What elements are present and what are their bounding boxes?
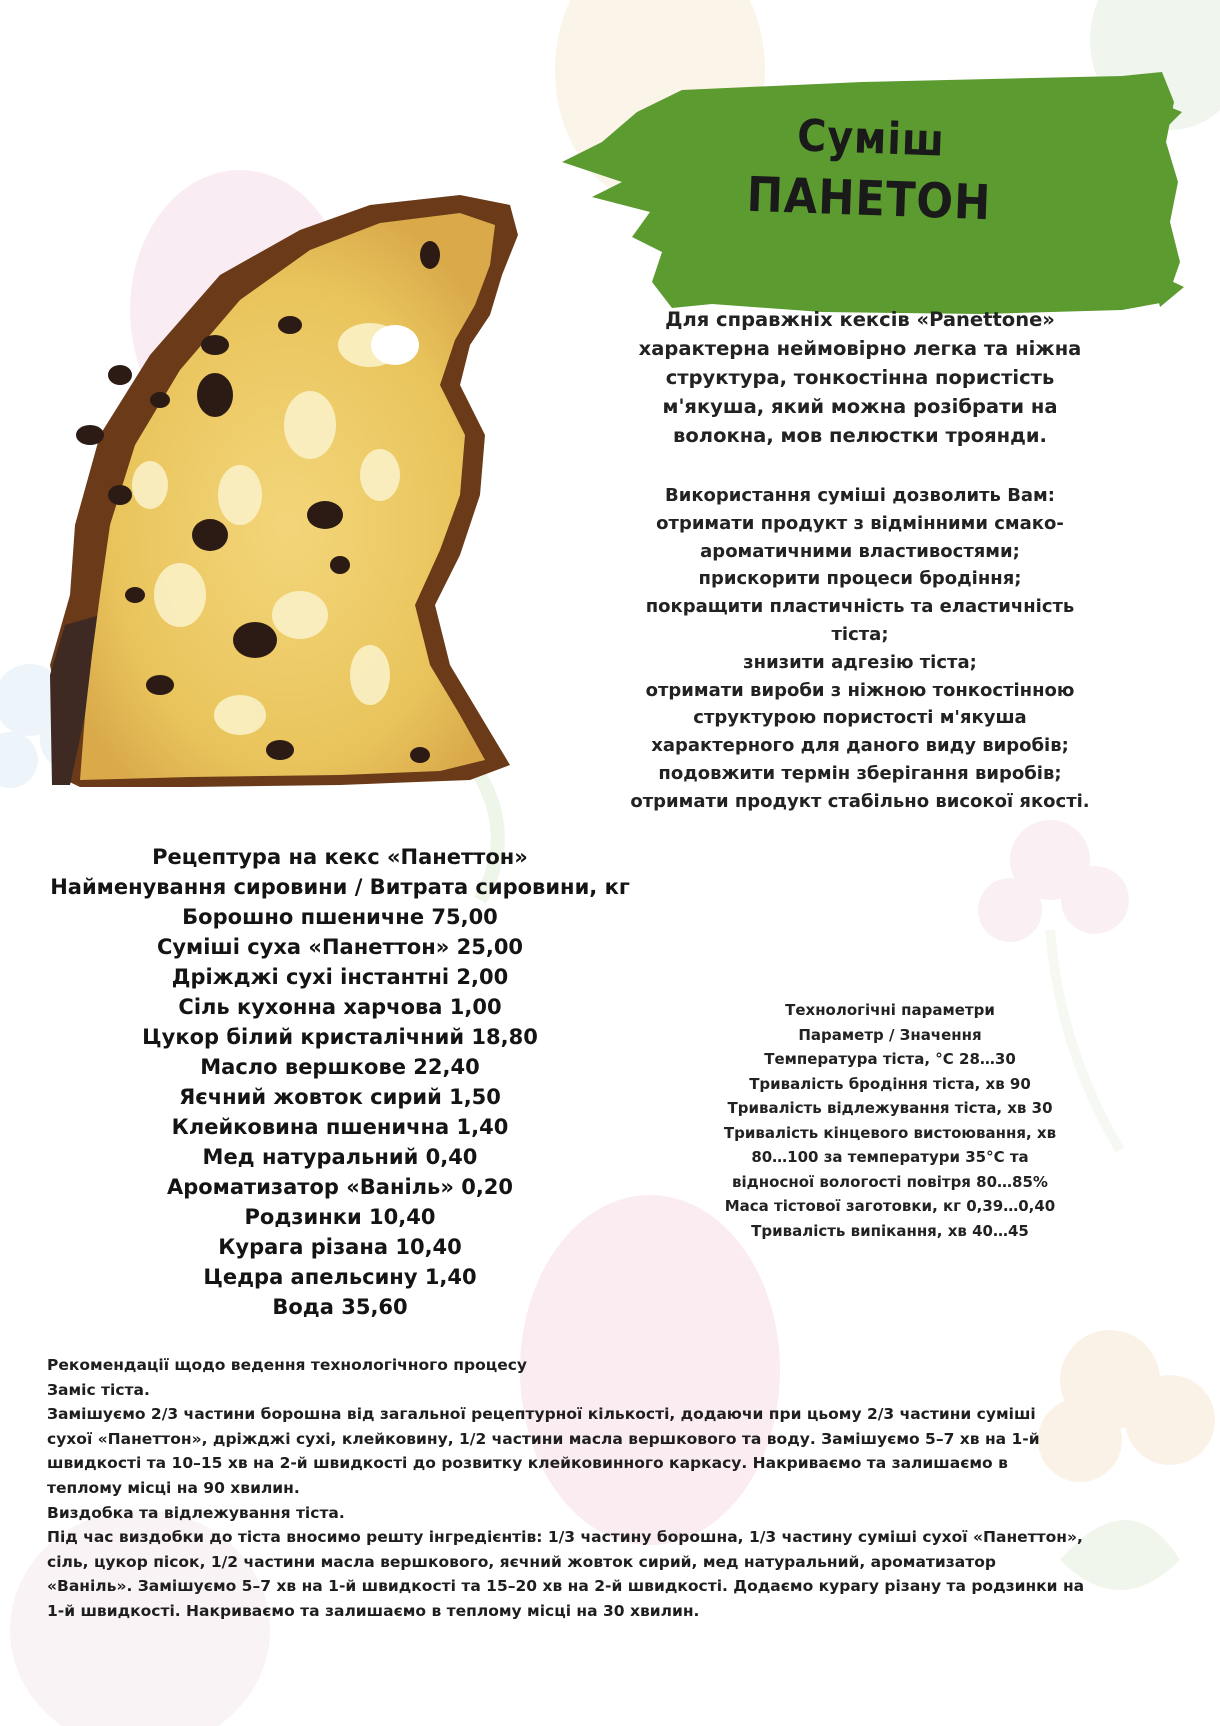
- params-line: Маса тістової заготовки, кг 0,39…0,40: [724, 1197, 1056, 1215]
- params-line: Тривалість випікання, хв 40…45: [751, 1221, 1029, 1240]
- recipe-item: Клейковина пшенична 1,40: [171, 1115, 509, 1139]
- page-title: [738, 105, 1002, 234]
- intro-line: характерна неймовірно легка та ніжна: [638, 337, 1082, 360]
- benefits-line: характерного для даного виду виробів;: [651, 735, 1069, 757]
- benefits-line: тіста;: [831, 623, 889, 645]
- intro-line: Для справжніх кексів «Panettone»: [665, 308, 1055, 331]
- recipe-item: Мед натуральний 0,40: [202, 1145, 478, 1169]
- intro-paragraph: [610, 305, 1110, 450]
- benefits-line: структурою пористості м'якуша: [693, 707, 1027, 729]
- recommendations-line: швидкості та 10–15 хв на 2-й швидкості до розвитку клейковинного каркасу. Накриваємо та залишаємо в: [47, 1454, 1008, 1473]
- process-recommendations: [47, 1353, 1177, 1624]
- benefits-line: ароматичними властивостями;: [700, 540, 1020, 562]
- recommendations-line: сухої «Панеттон», дріжджі сухі, клейковину, 1/2 частини масла вершкового та воду. Замішуємо 5–7 хв на 1-й: [47, 1429, 1040, 1448]
- benefits-line: прискорити процеси бродіння;: [698, 568, 1022, 590]
- benefits-line: покращити пластичність та еластичність: [645, 596, 1075, 618]
- technological-parameters: [690, 998, 1090, 1243]
- params-line: Тривалість відлежування тіста, хв 30: [727, 1099, 1053, 1117]
- recommendations-subheading: Виздобка та відлежування тіста.: [47, 1503, 345, 1522]
- panettone-slice-image: [40, 195, 530, 795]
- params-line: Тривалість бродіння тіста, хв 90: [749, 1074, 1031, 1093]
- recommendations-line: 1-й швидкості. Накриваємо та залишаємо в теплому місці на 30 хвилин.: [47, 1601, 700, 1620]
- params-line: Температура тіста, °С 28…30: [764, 1050, 1016, 1068]
- benefits-line: знизити адгезію тіста;: [743, 651, 977, 673]
- recipe-item: Сіль кухонна харчова 1,00: [178, 995, 502, 1019]
- intro-line: структура, тонкостінна пористість: [665, 366, 1055, 389]
- recipe-item: Борошно пшеничне 75,00: [182, 905, 498, 929]
- params-header: Параметр / Значення: [798, 1025, 982, 1044]
- recipe-title: Рецептура на кекс «Панеттон»: [152, 845, 528, 869]
- benefits-line: отримати вироби з ніжною тонкостінною: [645, 679, 1075, 701]
- benefits-line: подовжити термін зберігання виробів;: [658, 762, 1062, 784]
- recipe-item: Суміші суха «Панеттон» 25,00: [156, 935, 524, 959]
- recipe-header: Найменування сировини / Витрата сировини, кг: [50, 875, 630, 899]
- recipe-item: Цукор білий кристалічний 18,80: [142, 1025, 538, 1049]
- recipe-item: Курага різана 10,40: [218, 1235, 462, 1259]
- recommendations-line: сіль, цукор пісок, 1/2 частини масла вершкового, яєчний жовток сирий, мед натуральний, ароматизатор: [47, 1552, 996, 1571]
- intro-line: волокна, мов пелюстки троянди.: [673, 424, 1047, 447]
- recipe-item: Цедра апельсину 1,40: [203, 1265, 477, 1289]
- recommendations-line: Замішуємо 2/3 частини борошна від загальної рецептурної кількості, додаючи при цьому 2/3 частини суміші: [47, 1405, 1036, 1424]
- benefits-line: отримати продукт з відмінними смако-: [656, 512, 1064, 534]
- recommendations-title: Рекомендації щодо ведення технологічного процесу: [47, 1356, 528, 1374]
- recipe-item: Масло вершкове 22,40: [200, 1055, 480, 1079]
- intro-line: м'якуша, який можна розібрати на: [662, 395, 1058, 418]
- benefits-list: [600, 482, 1120, 816]
- title-line-1: Суміш: [796, 110, 946, 167]
- benefits-line: отримати продукт стабільно високої якості.: [630, 790, 1090, 812]
- recipe-section: [40, 842, 640, 1322]
- params-line: 80…100 за температури 35°С та: [751, 1148, 1029, 1166]
- recommendations-line: Під час виздобки до тіста вносимо решту інгредієнтів: 1/3 частину борошна, 1/3 частину суміші сухої «Панеттон»,: [47, 1528, 1083, 1547]
- params-line: Тривалість кінцевого вистоювання, хв: [723, 1123, 1057, 1142]
- benefits-line: Використання суміші дозволить Вам:: [665, 485, 1055, 506]
- title-line-2: ПАНЕТОН: [745, 166, 993, 232]
- recommendations-line: теплому місці на 90 хвилин.: [47, 1478, 300, 1497]
- params-line: відносної вологості повітря 80…85%: [732, 1172, 1048, 1191]
- recommendations-subheading: Заміс тіста.: [47, 1380, 150, 1399]
- params-title: Технологічні параметри: [785, 1001, 995, 1019]
- recipe-item: Яєчний жовток сирий 1,50: [179, 1085, 501, 1109]
- recommendations-line: «Ваніль». Замішуємо 5–7 хв на 1-й швидкості та 15–20 хв на 2-й швидкості. Додаємо курагу різану та родзинки на: [47, 1577, 1085, 1596]
- recipe-item: Вода 35,60: [272, 1295, 408, 1319]
- recipe-item: Родзинки 10,40: [244, 1205, 436, 1229]
- recipe-item: Дріжджі сухі інстантні 2,00: [171, 965, 509, 989]
- recipe-item: Ароматизатор «Ваніль» 0,20: [166, 1175, 514, 1199]
